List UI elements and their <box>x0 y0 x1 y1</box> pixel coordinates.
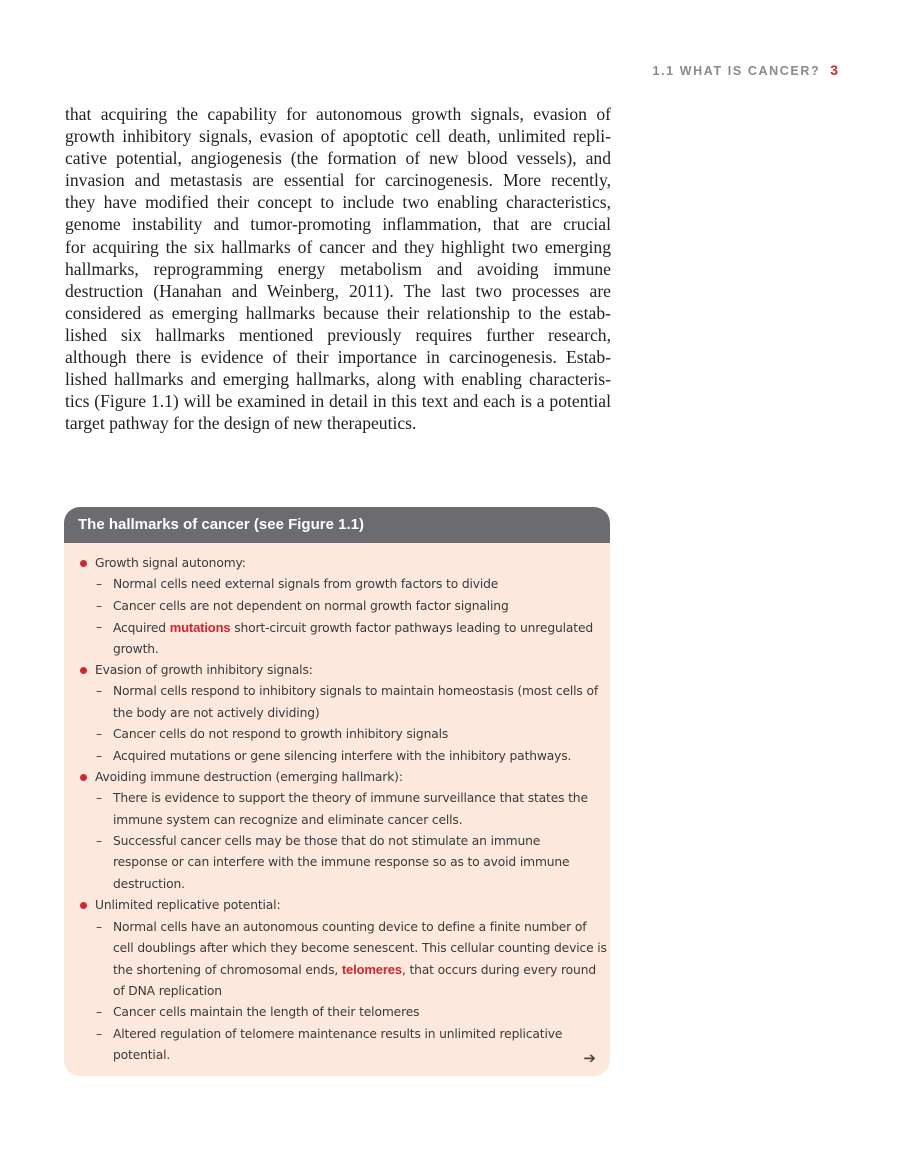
running-head <box>560 62 838 78</box>
item-text: the body are not actively dividing) <box>113 705 320 720</box>
bullet-icon <box>80 667 87 674</box>
item-text: Evasion of growth inhibitory signals: <box>95 662 313 677</box>
body-paragraph <box>65 103 611 434</box>
dash-icon: – <box>96 1026 102 1041</box>
hallmark-point <box>64 1002 610 1023</box>
item-text: Acquired <box>113 621 170 636</box>
item-text: Avoiding immune destruction (emerging hallmark): <box>95 769 403 784</box>
item-text: the shortening of chromosomal ends, <box>113 963 342 978</box>
dash-icon: – <box>96 684 102 699</box>
item-text: Normal cells have an autonomous counting device to define a finite number of <box>113 919 587 934</box>
body-line: for acquiring the six hallmarks of cancer and they highlight two emerging <box>65 236 611 257</box>
hallmark-heading <box>64 553 610 574</box>
hallmark-point-continuation <box>64 959 610 980</box>
hallmark-point <box>64 917 610 938</box>
item-text: cell doublings after which they become senescent. This cellular counting device is <box>113 941 607 956</box>
running-head-section: 1.1 WHAT IS CANCER? <box>652 64 821 78</box>
dash-icon: – <box>96 727 102 742</box>
body-line: cative potential, angiogenesis (the formation of new blood vessels), and <box>65 148 611 169</box>
item-text: growth. <box>113 641 159 656</box>
hallmark-point-continuation <box>64 852 610 873</box>
item-text: destruction. <box>113 876 185 891</box>
body-line: target pathway for the design of new therapeutics. <box>65 413 417 434</box>
body-line: lished hallmarks and emerging hallmarks, along with enabling characteris- <box>65 369 611 390</box>
body-line: destruction (Hanahan and Weinberg, 2011). The last two processes are <box>65 280 611 301</box>
dash-icon: – <box>96 577 102 592</box>
page-number: 3 <box>830 62 838 78</box>
dash-icon: – <box>96 791 102 806</box>
item-text: Cancer cells do not respond to growth inhibitory signals <box>113 727 449 742</box>
continue-arrow-icon: ➔ <box>583 1049 596 1067</box>
hallmarks-list <box>64 553 610 1066</box>
item-text: Normal cells need external signals from growth factors to divide <box>113 577 499 592</box>
dash-icon: – <box>96 1005 102 1020</box>
bullet-icon <box>80 560 87 567</box>
hallmark-point <box>64 746 610 767</box>
dash-icon: – <box>96 834 102 849</box>
hallmark-heading <box>64 767 610 788</box>
body-line: hallmarks, reprogramming energy metabolism and avoiding immune <box>65 258 611 279</box>
dash-icon: – <box>96 598 102 613</box>
key-term: telomeres <box>341 962 402 978</box>
item-text: immune system can recognize and eliminate cancer cells. <box>113 812 463 827</box>
hallmark-point <box>64 574 610 595</box>
body-line: considered as emerging hallmarks because their relationship to the estab- <box>65 302 611 323</box>
item-text: , that occurs during every round <box>401 963 596 978</box>
key-term: mutations <box>169 620 231 636</box>
hallmark-point-continuation <box>64 703 610 724</box>
hallmark-point <box>64 596 610 617</box>
hallmarks-box <box>64 507 610 1076</box>
hallmark-point <box>64 724 610 745</box>
item-text: Acquired mutations or gene silencing interfere with the inhibitory pathways. <box>113 748 572 763</box>
bullet-icon <box>80 902 87 909</box>
hallmark-heading <box>64 660 610 681</box>
item-text: Unlimited replicative potential: <box>95 898 281 913</box>
body-line: tics (Figure 1.1) will be examined in detail in this text and each is a potential <box>65 391 611 412</box>
body-line: although there is evidence of their importance in carcinogenesis. Estab- <box>65 347 611 368</box>
body-line: growth inhibitory signals, evasion of apoptotic cell death, unlimited repli- <box>65 126 611 147</box>
item-text: potential. <box>113 1047 171 1062</box>
item-text: Successful cancer cells may be those that do not stimulate an immune <box>113 834 541 849</box>
hallmark-point-continuation <box>64 981 610 1002</box>
hallmark-point-continuation <box>64 639 610 660</box>
item-text: Cancer cells are not dependent on normal growth factor signaling <box>113 598 509 613</box>
hallmark-point-continuation <box>64 1045 610 1066</box>
hallmark-point <box>64 831 610 852</box>
hallmark-point-continuation <box>64 938 610 959</box>
hallmark-point <box>64 681 610 702</box>
item-text: Altered regulation of telomere maintenance results in unlimited replicative <box>113 1026 563 1041</box>
body-line: invasion and metastasis are essential for carcinogenesis. More recently, <box>65 170 611 191</box>
hallmark-point <box>64 788 610 809</box>
hallmark-point <box>64 617 610 638</box>
item-text: response or can interfere with the immune response so as to avoid immune <box>113 855 570 870</box>
body-line: lished six hallmarks mentioned previously requires further research, <box>65 324 611 345</box>
item-text: Cancer cells maintain the length of their telomeres <box>113 1005 420 1020</box>
hallmark-point <box>64 1024 610 1045</box>
body-line: genome instability and tumor-promoting inflammation, that are crucial <box>65 214 611 235</box>
dash-icon: – <box>96 919 102 934</box>
item-text: There is evidence to support the theory of immune surveillance that states the <box>113 791 588 806</box>
bullet-icon <box>80 774 87 781</box>
body-line: that acquiring the capability for autonomous growth signals, evasion of <box>65 104 611 124</box>
dash-icon: – <box>96 748 102 763</box>
hallmark-heading <box>64 895 610 916</box>
dash-icon: – <box>96 620 102 635</box>
body-line: they have modified their concept to include two enabling characteristics, <box>65 192 611 213</box>
item-text: Growth signal autonomy: <box>95 556 246 570</box>
item-text: Normal cells respond to inhibitory signals to maintain homeostasis (most cells of <box>113 684 598 699</box>
hallmark-point-continuation <box>64 874 610 895</box>
hallmark-point-continuation <box>64 810 610 831</box>
item-text: short-circuit growth factor pathways leading to unregulated <box>230 621 594 636</box>
box-title: The hallmarks of cancer (see Figure 1.1) <box>64 507 610 543</box>
item-text: of DNA replication <box>113 983 222 998</box>
